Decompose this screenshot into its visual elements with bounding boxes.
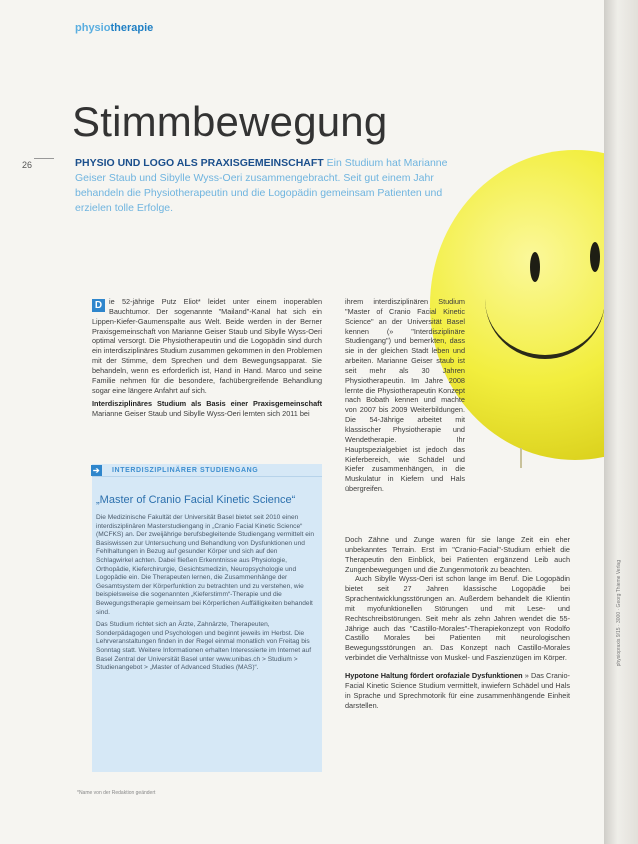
balloon-string bbox=[520, 448, 522, 468]
info-box-title: „Master of Cranio Facial Kinetic Science“ bbox=[96, 494, 296, 506]
dropcap-icon: D bbox=[92, 299, 105, 312]
lead-kicker: PHYSIO UND LOGO ALS PRAXISGEMEINSCHAFT bbox=[75, 157, 324, 169]
smiley-right-eye bbox=[590, 242, 600, 272]
col2-para2: Auch Sibylle Wyss-Oeri ist schon lange im Beruf. Die Logopädin bietet seit 27 Jahren klassische Logopädie bei Sprachentwicklungsstörungen an. Außerdem behandelt die Klientin mit myofunktionellen Störungen und mit Lese- und Rechtschreibstörungen. Seit mehr als zehn Jahren wendet die 55-Jährige auch das "Castillo-Morales"-Therapiekonzept von Rodolfo Castillo Morales bei Patienten mit neurologischen Bewegungsstörungen an. Das Konzept nach Castillo-Morales verbindet die Verhältnisse von Muskel- und Faszienzügen im Körper. bbox=[345, 574, 570, 663]
info-box-para2: Das Studium richtet sich an Ärzte, Zahnärzte, Therapeuten, Sonderpädagogen und Psychologen und beginnt jeweils im Herbst. Die Lehrveranstaltungen finden in der Regel einmal monatlich von Freitag bis Sonntag statt. Weitere Informationen erhalten Interessierte im Internet auf Basel Zentral der Universität Basel unter www.unibas.ch > Studium > Studienangebot > „Master of Advanced Studies (MAS)“. bbox=[96, 621, 312, 672]
edge-text: physiopraxis 9/15 · 3000 · Georg Thieme Verlag bbox=[616, 560, 622, 667]
info-box-header bbox=[92, 464, 322, 477]
page-number-rule bbox=[34, 158, 54, 159]
footnote: *Name von der Redaktion geändert bbox=[77, 790, 156, 796]
info-box bbox=[92, 464, 322, 772]
next-page-edge bbox=[604, 0, 638, 844]
col1-para1: ie 52-jährige Putz Eliot* leidet unter einem inoperablen Bauchtumor. Der sogenannte "Mailand"-Kanal hat sich ein Lippen-Kiefer-Gaumenspalte aus Welt. Beide werden in der Berner Praxisgemeinschaft von Marianne Geiser Staub und Sibylle Wyss-Oeri optimal versorgt. Die Physiotherapeutin und die Logopädin sind durch ein interdisziplinäres Studium zusammen gekommen in den Problemen mit der Stimme, dem Sprechen und dem Bewegungsapparat. Sie behandeln, wenn es erforderlich ist, Hand in Hand. Marco und seine Familie nehmen für die besondere, fachübergreifende Behandlung sogar eine längere Anfahrt auf sich. bbox=[92, 297, 322, 395]
page-title: Stimmbewegung bbox=[72, 98, 388, 145]
info-box-label: INTERDISZIPLINÄRER STUDIENGANG bbox=[112, 467, 259, 474]
info-box-body bbox=[96, 514, 316, 677]
lead-paragraph bbox=[75, 156, 470, 216]
col2-top-text: ihrem interdisziplinären Studium "Master of Cranio Facial Kinetic Science" an der Universität Basel kennen (» "Interdisziplinäre Studiengang") und bemerkten, dass sie in der gleichen Stadt leben und arbeiten. Marianne Geiser staub ist seit mehr als 30 Jahren Physiotherapeutin. Im Jahre 2008 lernte die Physiotherapeutin Konzept nach Bobath kennen und machte von 2007 bis 2009 Weiterbildungen. Die 54-Jährige arbeitet mit klassischer Physiotherapie und Wendetherapie. Ihr Hauptspezialgebiet ist jedoch das Kieferbereich, wie Schädel und Kiefer zusammenhängen, in die Muskulatur in Kiefern und Hals übergreifen. bbox=[345, 297, 465, 494]
section-header: physiotherapie bbox=[75, 22, 154, 34]
lead-text: Ein Studium hat Marianne Geiser Staub und Sibylle Wyss-Oeri zusammengebracht. Seit gut einem Jahr behandeln die Physiotherapeutin und die Logopädin gemeinsam Patienten und erzielen tolle Erfolge. bbox=[75, 157, 448, 214]
article-column-2-bottom bbox=[345, 535, 570, 710]
article-column-1 bbox=[92, 297, 322, 419]
info-box-para1: Die Medizinische Fakultät der Universität Basel bietet seit 2010 einen interdisziplinären Masterstudiengang in „Cranio Facial Kinetic Science“ (MCFKS) an. Der zweijährige berufsbegleitende Studiengang vermittelt ein Basiswissen zur Untersuchung und Behandlung von Dysfunktionen und Fehlhaltungen in Bezug auf gesunder Körper und sich auf den Schlagwirkel achten. Dabei fließen Erkenntnisse aus Physiologie, Orthopädie, Kieferchirurgie, Gesichtsmedizin, Neuropsychologie und Logopädie ein. Die Therapeuten lernen, die Zusammenhänge der Gesamtsystem der Körperfunktion zu betrachten und zu verstehen, wie beispielsweise die sogenannten „Kieferstimm“-Therapie und die Bewegungstherapie gemeinsam bei Körperlichen Auffälligkeiten behandelt sind. bbox=[96, 514, 315, 616]
article-column-2-top bbox=[345, 297, 465, 494]
col2-subhead: Hypotone Haltung fördert orofaziale Dysfunktionen bbox=[345, 670, 523, 680]
arrow-icon: ➔ bbox=[92, 466, 101, 475]
col1-para2: Marianne Geiser Staub und Sibylle Wyss-Oeri lernten sich 2011 bei bbox=[92, 409, 310, 419]
col2-para3: » Das Cranio-Facial Kinetic Science Studium vermittelt, inwiefern Schädel und Hals in Sprache und Sprechmotorik für eine zusammenhängende Einheit darstellen. bbox=[345, 670, 570, 710]
col1-subhead: Interdisziplinäres Studium als Basis einer Praxisgemeinschaft bbox=[92, 399, 322, 409]
col2-para1: Doch Zähne und Zunge waren für sie lange Zeit ein eher unbekanntes Terrain. Erst im "Cranio-Facial"-Studium erhielt die Therapeutin den Einblick, bei Patienten ergänzend Leib auch Zungenbewegungen und die Zungenmotorik zu beachten. bbox=[345, 535, 570, 574]
page-number: 26 bbox=[22, 160, 33, 170]
